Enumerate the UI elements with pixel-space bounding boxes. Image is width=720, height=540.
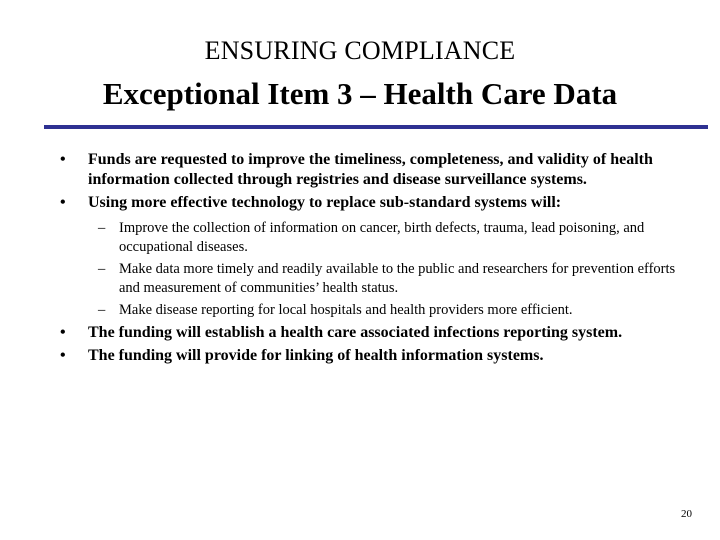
page-number: 20 bbox=[681, 508, 692, 520]
sub-bullet-item bbox=[60, 219, 680, 257]
bullet-text: Funds are requested to improve the timeliness, completeness, and validity of health information collected through registries and disease surveillance systems. bbox=[88, 151, 653, 188]
bullet-item bbox=[60, 193, 680, 213]
bullet-list bbox=[60, 150, 680, 369]
bullet-text: The funding will establish a health care associated infections reporting system. bbox=[88, 324, 623, 341]
sub-bullet-text: Improve the collection of information on cancer, birth defects, trauma, lead poisoning, and occupational diseases. bbox=[119, 220, 645, 255]
bullet-icon: • bbox=[60, 324, 66, 341]
sub-bullet-text: Make data more timely and readily available to the public and researchers for prevention efforts and measurement of communities’ health status. bbox=[119, 261, 676, 296]
bullet-item bbox=[60, 323, 680, 343]
bullet-item bbox=[60, 346, 680, 366]
bullet-text: Using more effective technology to replace sub-standard systems will: bbox=[88, 194, 562, 211]
bullet-icon: • bbox=[60, 347, 66, 364]
sub-bullet-item bbox=[60, 260, 680, 298]
bullet-item bbox=[60, 150, 680, 190]
sub-bullet-list bbox=[60, 219, 680, 320]
bullet-icon: • bbox=[60, 194, 66, 211]
sub-bullet-item bbox=[60, 301, 680, 320]
sub-bullet-text: Make disease reporting for local hospitals and health providers more efficient. bbox=[119, 302, 573, 318]
dash-icon: – bbox=[98, 302, 106, 318]
dash-icon: – bbox=[98, 220, 106, 236]
bullet-icon: • bbox=[60, 151, 66, 168]
slide-kicker: ENSURING COMPLIANCE bbox=[204, 36, 516, 65]
title-divider bbox=[44, 125, 708, 129]
bullet-text: The funding will provide for linking of health information systems. bbox=[88, 347, 544, 364]
dash-icon: – bbox=[98, 261, 106, 277]
slide-title: Exceptional Item 3 – Health Care Data bbox=[102, 76, 618, 111]
